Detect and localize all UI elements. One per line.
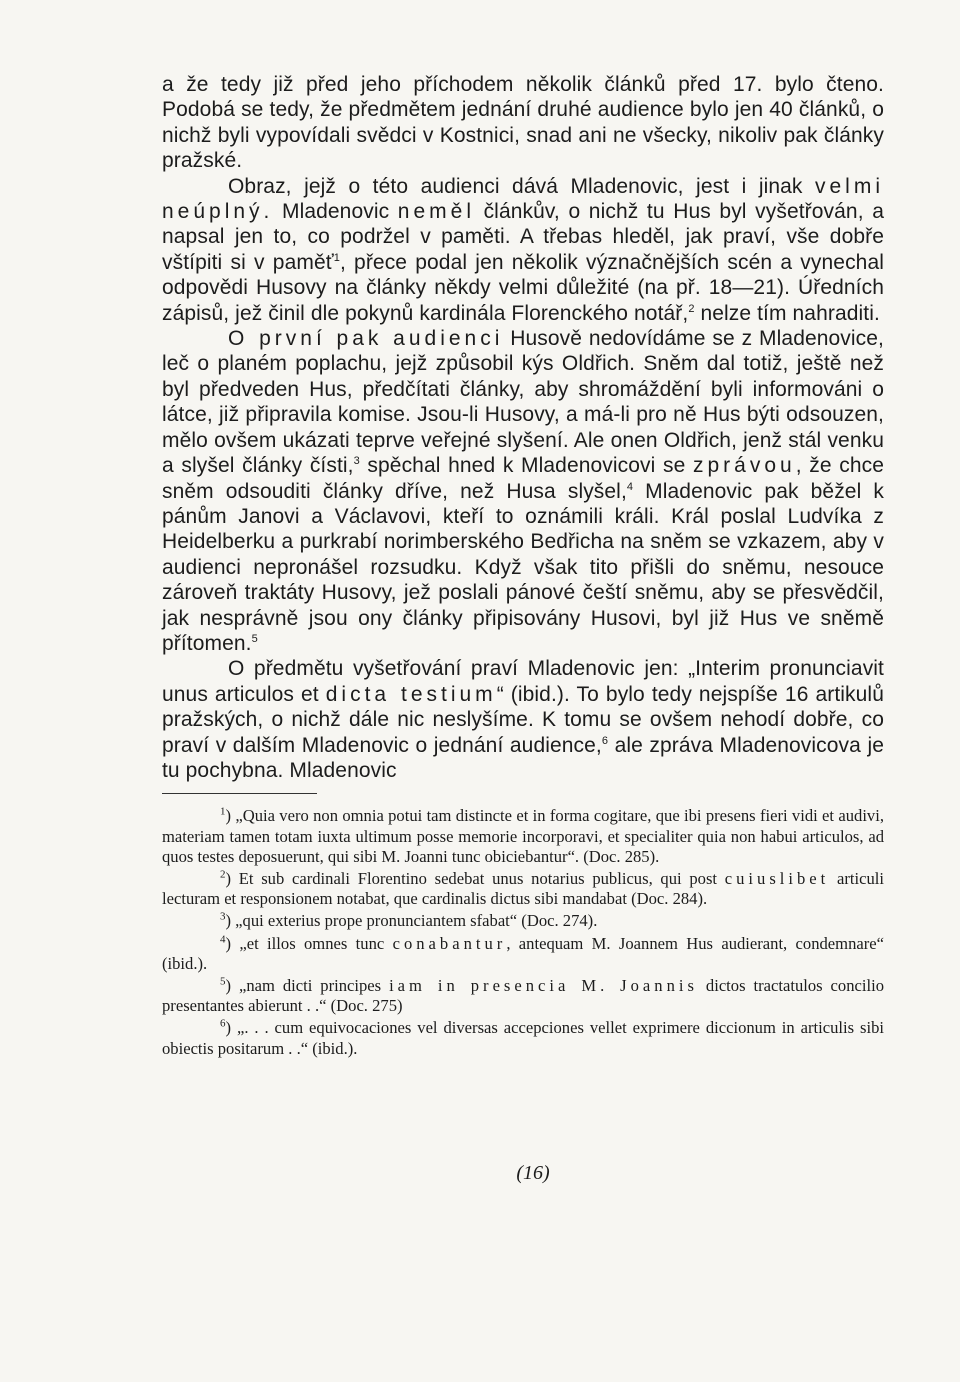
footnote-3-mark: 3: [220, 910, 226, 923]
footnote-1-mark: 1: [220, 805, 226, 818]
paragraph-4-text-d: ale zpráva Mladenovicova je tu pochybna. Mladenovic: [162, 733, 884, 782]
footnote-ref-2: 2: [688, 302, 695, 315]
footnote-2-mark: 2: [220, 868, 226, 881]
paragraph-2-text-g: nelze tím nahraditi.: [694, 301, 880, 325]
footnote-3: [162, 911, 884, 931]
footnote-6-text: ) „. . . cum equivocaciones vel diversas accepciones vellet exprimere diccionum in articulis sibi obiectis positarum . .“ (ibid.).: [162, 1018, 884, 1058]
page-number: [0, 1162, 960, 1185]
footnote-2-text-c: articuli lecturam et responsionem notabat, que cardinalis dictus sibi mandabat (Doc. 284).: [162, 868, 884, 909]
paragraph-2-text-c: Mladenovic: [273, 200, 398, 224]
paragraph-4: [162, 656, 884, 783]
paragraph-2-spaced-a: velmi neúplný.: [162, 174, 884, 224]
footnote-5-mark: 5: [220, 975, 226, 988]
paragraph-3-spaced-d: zprávou: [692, 454, 796, 478]
footnote-2-text-a: ) Et sub cardinali Florentino sedebat unus notarius publicus, qui post: [225, 868, 725, 888]
paragraph-2-text-e: článkův, o nichž tu Hus byl vyšetřován, a napsal jen to, co podržel v paměti. A třebas hleděl, jak praví, vše dobře vštípiti si v paměť: [162, 200, 884, 274]
page-body: [162, 72, 884, 1061]
footnote-5-text-a: ) „nam dicti principes: [225, 976, 390, 995]
footnotes: [162, 806, 884, 1058]
footnote-2: [162, 869, 884, 909]
paragraph-2-spaced-d: neměl: [397, 200, 475, 224]
footnote-5-spaced: iam in presencia M. Joannis: [389, 976, 698, 995]
paragraph-4-spaced-b: dicta testium: [325, 682, 497, 706]
paragraph-4-text-c: “ (ibid.). To bylo tedy nejspíše 16 artikulů pražských, o nichž dále nic neslyšíme. K tomu se ovšem nehodí dobře, co praví v dalším Mladenovic o jednání audience,: [162, 682, 884, 757]
footnote-4-spaced: conabantur: [392, 933, 507, 953]
paragraph-3: [162, 326, 884, 656]
footnote-2-spaced: cuiuslibet: [724, 868, 830, 888]
paragraph-4-text-a: O předmětu vyšetřování praví Mladenovic jen: „Interim pronunciavit unus articulos et: [162, 657, 884, 706]
footnote-4: [162, 934, 884, 974]
footnote-4-text-c: , antequam M. Joannem Hus audierant, condemnare“ (ibid.).: [162, 933, 885, 973]
paragraph-3-text-f: Mladenovic pak běžel k pánům Janovi a Václavovi, kteří to oznámili králi. Král poslal Ludvíka z Heidelberku a purkrabí norimberského Bedřicha na sněm se vzkazem, aby v audienci nepronášel rozsudku. Když však tito přišli do sněmu, nesouce zároveň traktáty Husovy, jež poslali pánové čeští sněmu, aby se přesvědčil, jak nesprávně jsou ony články připisovány Husovi, byl již Hus ve sněmě přítomen.: [162, 479, 884, 655]
paragraph-2: [162, 174, 884, 326]
footnote-ref-1: 1: [333, 251, 340, 264]
footnote-6: [162, 1018, 884, 1058]
footnote-1: [162, 806, 884, 867]
paragraph-2-text-f: , přece podal jen několik význačnějších scén a vynechal odpovědi Husovy na články někdy velmi důležité (na př. 18—21). Úředních zápisů, jež činil dle pokynů kardinála Florenckého notář,: [162, 250, 884, 325]
paragraph-1-text: a že tedy již před jeho příchodem několik článků před 17. bylo čteno. Podobá se tedy, že předmětem jednání druhé audience bylo jen 40 článků, o nichž byli vypovídali svědci v Kostnici, snad ani ne všecky, nikoliv pak články pražské.: [162, 73, 884, 173]
footnote-6-mark: 6: [220, 1017, 226, 1030]
footnote-5: [162, 976, 884, 1016]
page-number-text: (16): [516, 1162, 550, 1184]
footnote-ref-4: 4: [626, 480, 634, 493]
paragraph-3-text-b: Husově nedovídáme se z Mladenovice, leč o planém poplachu, jejž způsobil kýs Oldřich. Sněm dal totiž, ještě než byl předveden Hus, předčítati články, aby shromáždění byli informováni o látce, již připravila komise. Jsou-li Husovy, a má-li pro ně Hus býti odsouzen, mělo ovšem ukázati teprve veřejné slyšení. Ale onen Oldřich, jenž stál venku a slyšel články čísti,: [162, 327, 884, 478]
footnote-5-text-c: dictos tractatulos concilio presentantes abierunt . .“ (Doc. 275): [162, 976, 885, 1016]
paragraph-2-text-a: Obraz, jejž o této audienci dává Mladenovic, jest i jinak: [228, 174, 815, 198]
footnote-ref-5: 5: [251, 632, 258, 645]
paragraph-3-text-c: spěchal hned k Mladenovicovi se: [359, 454, 693, 478]
paragraph-3-spaced-a: O první pak audienci: [228, 327, 504, 351]
footnote-4-text-a: ) „et illos omnes tunc: [225, 933, 393, 953]
footnote-ref-6: 6: [601, 734, 609, 747]
main-text: [162, 72, 884, 783]
footnote-ref-3: 3: [353, 455, 360, 468]
paragraph-3-text-e: , že chce sněm odsouditi články dříve, než Husa slyšel,: [162, 454, 884, 503]
footnote-3-text: ) „qui exterius prope pronunciantem sfabat“ (Doc. 274).: [225, 911, 598, 931]
footnote-4-mark: 4: [220, 933, 226, 946]
footnote-divider: [162, 793, 317, 794]
footnote-1-text: ) „Quia vero non omnia potui tam distincte et in forma cogitare, que ibi presens fieri vidi et audivi, materiam tamen totam iuxta ultimum posse memorie incorporavi, et specialiter quia non habui articulos, ad quos testes deposuerunt, qui sibi M. Joanni tunc obiciebantur“. (Doc. 285).: [162, 806, 884, 866]
paragraph-1: [162, 72, 884, 174]
